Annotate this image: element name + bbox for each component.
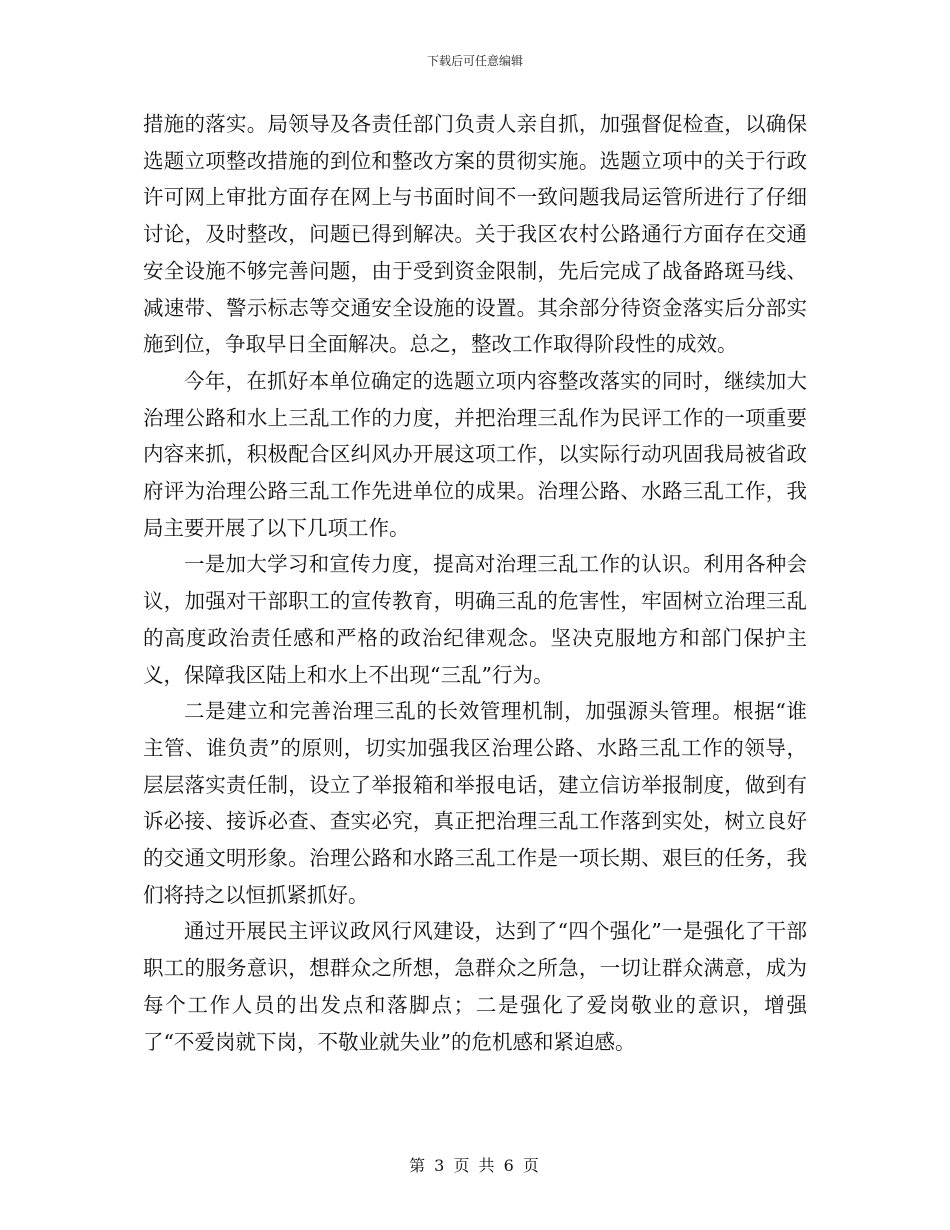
page-number-footer: 第 3 页 共 6 页: [409, 1156, 541, 1175]
paragraph-4: 二是建立和完善治理三乱的长效管理机制，加强源头管理。根据“谁主管、谁负责”的原则，切实加强我区治理公路、水路三乱工作的领导，层层落实责任制，设立了举报箱和举报电话，建立信访举报制度，做到有诉必接、接诉必查、查实必究，真正把治理三乱工作落到实处，树立良好的交通文明形象。治理公路和水路三乱工作是一项长期、艰巨的任务，我们将持之以恒抓紧抓好。: [143, 699, 807, 907]
page-header: 下载后可任意编辑: [426, 54, 523, 68]
paragraph-5: 通过开展民主评议政风行风建设，达到了“四个强化”一是强化了干部职工的服务意识，想群众之所想，急群众之所急，一切让群众满意，成为每个工作人员的出发点和落脚点；二是强化了爱岗敬业的意识，增强了“不爱岗就下岗，不敬业就失业”的危机感和紧迫感。: [143, 919, 807, 1054]
paragraph-2: 今年，在抓好本单位确定的选题立项内容整改落实的同时，继续加大治理公路和水上三乱工作的力度，并把治理三乱作为民评工作的一项重要内容来抓，积极配合区纠风办开展这项工作，以实际行动巩固我局被省政府评为治理公路三乱工作先进单位的成果。治理公路、水路三乱工作，我局主要开展了以下几项工作。: [143, 368, 807, 540]
document-body: [143, 106, 807, 1060]
paragraph-1: 措施的落实。局领导及各责任部门负责人亲自抓，加强督促检查，以确保选题立项整改措施的到位和整改方案的贯彻实施。选题立项中的关于行政许可网上审批方面存在网上与书面时间不一致问题我局运管所进行了仔细讨论，及时整改，问题已得到解决。关于我区农村公路通行方面存在交通安全设施不够完善问题，由于受到资金限制，先后完成了战备路斑马线、减速带、警示标志等交通安全设施的设置。其余部分待资金落实后分部实施到位，争取早日全面解决。总之，整改工作取得阶段性的成效。: [143, 112, 807, 357]
paragraph-3: 一是加大学习和宣传力度，提高对治理三乱工作的认识。利用各种会议，加强对干部职工的宣传教育，明确三乱的危害性，牢固树立治理三乱的高度政治责任感和严格的政治纪律观念。坚决克服地方和部门保护主义，保障我区陆上和水上不出现“三乱”行为。: [143, 552, 807, 687]
